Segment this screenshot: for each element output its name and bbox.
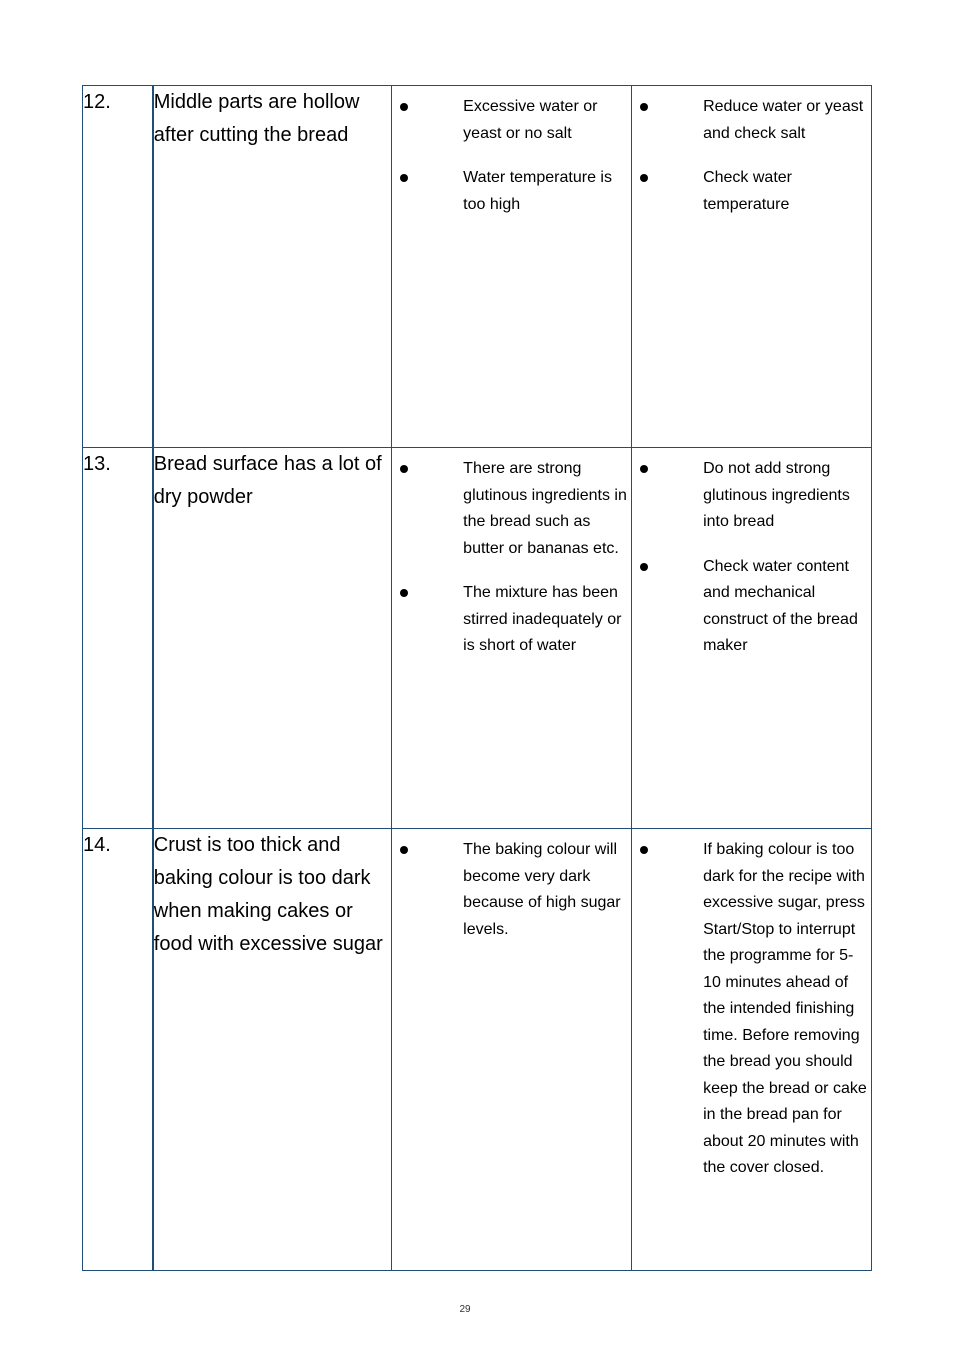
cause-text: The baking colour will become very dark because of high sugar levels. (463, 841, 621, 938)
bullet-icon (400, 174, 408, 182)
list-item (632, 456, 867, 536)
solutions-cell (632, 86, 872, 448)
list-item (632, 837, 867, 1182)
problem-text: Bread surface has a lot of dry powder (153, 448, 392, 829)
causes-cell (392, 86, 632, 448)
list-item (392, 94, 627, 147)
row-number: 13. (83, 448, 153, 829)
bullet-icon (640, 465, 648, 473)
row-number: 12. (83, 86, 153, 448)
table-row (83, 829, 872, 1271)
list-item (632, 554, 867, 660)
list-item (392, 837, 627, 943)
list-item (392, 456, 627, 562)
problem-text: Middle parts are hollow after cutting the bread (153, 86, 392, 448)
causes-list (392, 448, 631, 660)
solution-text: If baking colour is too dark for the recipe with excessive sugar, press Start/Stop to interrupt the programme for 5-10 minutes ahead of the intended finishing time. Before removing the bread you should keep the bread or cake in the bread pan for about 20 minutes with the cover closed. (703, 841, 867, 1176)
row-number: 14. (83, 829, 153, 1271)
table-row (83, 448, 872, 829)
bullet-icon (400, 465, 408, 473)
cause-text: There are strong glutinous ingredients in the bread such as butter or bananas etc. (463, 460, 627, 557)
causes-list (392, 829, 631, 943)
bullet-icon (400, 103, 408, 111)
bullet-icon (400, 846, 408, 854)
list-item (392, 580, 627, 660)
bullet-icon (400, 589, 408, 597)
causes-list (392, 86, 631, 218)
causes-cell (392, 829, 632, 1271)
list-item (632, 165, 867, 218)
troubleshooting-table (82, 85, 872, 1271)
bullet-icon (640, 846, 648, 854)
cause-text: Excessive water or yeast or no salt (463, 98, 598, 142)
solutions-cell (632, 829, 872, 1271)
solution-text: Reduce water or yeast and check salt (703, 98, 864, 142)
solutions-list (632, 86, 871, 218)
solutions-cell (632, 448, 872, 829)
solutions-list (632, 829, 871, 1182)
list-item (632, 94, 867, 147)
problem-text: Crust is too thick and baking colour is too dark when making cakes or food with excessive sugar (153, 829, 392, 1271)
cause-text: The mixture has been stirred inadequately or is short of water (463, 584, 622, 654)
bullet-icon (640, 563, 648, 571)
page-number: 29 (459, 1304, 471, 1315)
solutions-list (632, 448, 871, 660)
causes-cell (392, 448, 632, 829)
solution-text: Check water content and mechanical construct of the bread maker (703, 557, 858, 654)
table-row (83, 86, 872, 448)
solution-text: Do not add strong glutinous ingredients into bread (703, 460, 850, 530)
bullet-icon (640, 174, 648, 182)
bullet-icon (640, 103, 648, 111)
list-item (392, 165, 627, 218)
cause-text: Water temperature is too high (463, 169, 612, 213)
solution-text: Check water temperature (703, 169, 792, 213)
